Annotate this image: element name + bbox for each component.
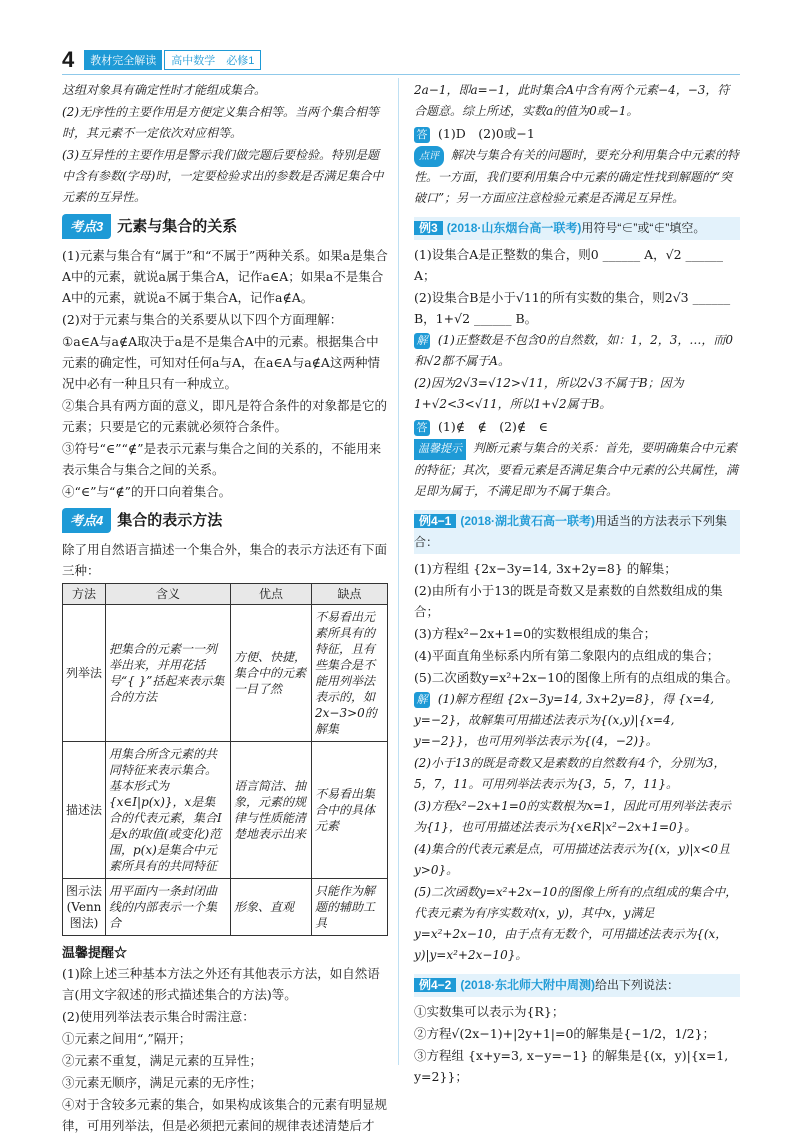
example-4-1-header xyxy=(414,510,740,554)
table-cell: 不易看出元素所具有的特征，且有些集合是不能用列举法表示的，如2x−3>0的解集 xyxy=(312,605,388,742)
continued-solution: 2a−1，即a=−1，此时集合A中含有两个元素−4，−3，符合题意。综上所述，实数a的值为0或−1。 xyxy=(414,83,730,118)
example-4-1-solution-1 xyxy=(414,689,740,752)
kaodian4-title: 集合的表示方法 xyxy=(117,512,223,529)
table-cell: 列举法 xyxy=(63,605,106,742)
table-cell: 把集合的元素一一列举出来，并用花括号“{ }”括起来表示集合的方法 xyxy=(106,605,231,742)
table-cell: 用平面内一条封闭曲线的内部表示一个集合 xyxy=(106,879,231,936)
example-4-2-prompt: 给出下列说法： xyxy=(595,978,680,992)
answer-1 xyxy=(414,123,740,144)
table-cell: 图示法(Venn图法) xyxy=(63,879,106,936)
example-4-1-source: (2018·湖北黄石高一联考) xyxy=(460,514,596,528)
intro-line-2: (2)无序性的主要作用是方便定义集合相等。当两个集合相等时，其元素不一定依次对应相等。 xyxy=(62,105,380,140)
k3-para-5: ③符号“∈”“∉”是表示元素与集合之间的关系的，不能用来表示集合与集合之间的关系。 xyxy=(62,441,382,477)
table-row xyxy=(63,605,388,742)
k3-para-1: (1)元素与集合有“属于”和“不属于”两种关系。如果a是集合A中的元素，就说a属于集合A，记作a∈A；如果a不是集合A中的元素，就说a不属于集合A，记作a∉A。 xyxy=(62,248,388,305)
example-4-2-item-3: ③方程组 {x+y=3, x−y=−1} 的解集是{(x，y)|{x=1, y=2}}； xyxy=(414,1048,729,1084)
table-cell: 描述法 xyxy=(63,742,106,879)
tip-line-5: ③元素无顺序，满足元素的无序性； xyxy=(62,1075,263,1090)
book-series-tag: 教材完全解读 xyxy=(84,50,162,70)
example-3-prompt: 用符号“∈”或“∉”填空。 xyxy=(581,221,706,235)
k3-para-3: ①a∈A与a∉A取决于a是不是集合A中的元素。根据集合中元素的确定性，可知对任何a与A，在a∈A与a∉A这两种情况中必有一种且只有一种成立。 xyxy=(62,334,380,391)
book-title-tag: 高中数学 必修1 xyxy=(164,50,261,70)
example-3-answer xyxy=(414,416,740,437)
section-heading-kaodian4 xyxy=(62,508,388,533)
table-row xyxy=(63,879,388,936)
example-3-header xyxy=(414,217,740,240)
left-column xyxy=(62,80,388,1137)
example-4-1-solution-3: (3)方程x²−2x+1=0的实数根为x=1，因此可用列举法表示为{1}，也可用描述法表示为{x∈R|x²−2x+1=0}。 xyxy=(414,799,731,834)
table-header-cell: 含义 xyxy=(106,584,231,605)
table-header-cell: 优点 xyxy=(231,584,312,605)
example-4-1-q5: (5)二次函数y=x²+2x−10的图像上所有的点组成的集合。 xyxy=(414,670,739,685)
tip-line-3: ①元素之间用“,”隔开； xyxy=(62,1031,192,1046)
tip-line-4: ②元素不重复，满足元素的互异性； xyxy=(62,1053,263,1068)
comment xyxy=(414,145,740,209)
answer-badge: 答 xyxy=(414,420,430,436)
answer-text: (1)D (2)0或−1 xyxy=(437,126,535,141)
tip-text: 判断元素与集合的关系：首先，要明确集合中元素的特征；其次，要看元素是否满足集合中元素的公共属性，满足即为属于，不满足即为不属于集合。 xyxy=(414,441,739,498)
solution-badge: 解 xyxy=(414,692,430,708)
solution-text: (1)解方程组 {2x−3y=14, 3x+2y=8}，得 {x=4, y=−2}，故解集可用描述法表示为{(x,y)|{x=4, y=−2}}，也可用列举法表示为{(4，−2)}。 xyxy=(414,692,715,748)
tip-line-6: ④对于含较多元素的集合，如果构成该集合的元素有明显规律，可用列举法，但是必须把元素间的规律表述清楚后才 xyxy=(62,1097,388,1133)
page-number: 4 xyxy=(62,47,75,72)
example-3-tip xyxy=(414,438,740,502)
kaodian3-badge: 考点3 xyxy=(62,214,111,239)
table-cell: 用集合所含元素的共同特征来表示集合。基本形式为{x∈I|p(x)}，x是集合的代表元素，集合I是x的取值(或变化)范围，p(x)是集合中元素所具有的共同特征 xyxy=(106,742,231,879)
example-4-1-solution-2: (2)小于13的既是奇数又是素数的自然数有4个，分别为3，5，7，11。可用列举法表示为{3，5，7，11}。 xyxy=(414,756,726,791)
k3-para-4: ②集合具有两方面的意义，即凡是符合条件的对象都是它的元素；只要是它的元素就必须符合条件。 xyxy=(62,398,388,434)
column-divider xyxy=(398,78,399,1065)
table-cell: 只能作为解题的辅助工具 xyxy=(312,879,388,936)
header-rule xyxy=(62,74,740,75)
tip-title: 温馨提醒☆ xyxy=(62,945,128,960)
example-4-1-prompt: 用适当的方法表示下列集合： xyxy=(414,514,728,549)
tip-line-2: (2)使用列举法表示集合时需注意： xyxy=(62,1009,255,1024)
example-4-1-q4: (4)平面直角坐标系内所有第二象限内的点组成的集合； xyxy=(414,648,720,663)
example-4-1-q2: (2)由所有小于13的既是奇数又是素数的自然数组成的集合； xyxy=(414,583,723,619)
table-header-row xyxy=(63,584,388,605)
intro-line-1: 这组对象具有确定性时才能组成集合。 xyxy=(62,83,267,97)
table-cell: 语言简洁、抽象，元素的规律与性质能清楚地表示出来 xyxy=(231,742,312,879)
example-3-source: (2018·山东烟台高一联考) xyxy=(446,221,582,235)
tip-badge: 温馨提示 xyxy=(414,439,466,460)
k3-para-6: ④“∈”与“∉”的开口向着集合。 xyxy=(62,484,232,499)
table-cell: 方便、快捷，集合中的元素一目了然 xyxy=(231,605,312,742)
solution-text: (1)正整数是不包含0的自然数，如：1，2，3，…，而0和√2都不属于A。 xyxy=(414,333,734,368)
solution-badge: 解 xyxy=(414,333,430,349)
methods-table xyxy=(62,583,388,936)
page-header xyxy=(62,48,261,72)
kaodian3-title: 元素与集合的关系 xyxy=(117,218,238,235)
example-3-q1: (1)设集合A是正整数的集合，则0 ______ A，√2 ______ A； xyxy=(414,247,724,283)
example-3-badge: 例3 xyxy=(414,221,443,235)
example-4-2-item-1: ①实数集可以表示为{R}； xyxy=(414,1004,565,1019)
answer-badge: 答 xyxy=(414,127,430,143)
example-3-q2: (2)设集合B是小于√11的所有实数的集合，则2√3 ______ B，1+√2 ______ B。 xyxy=(414,290,731,326)
example-4-1-solution-4: (4)集合的代表元素是点，可用描述法表示为{(x，y)|x<0且y>0}。 xyxy=(414,842,731,877)
example-4-2-source: (2018·东北师大附中周测) xyxy=(460,978,596,992)
comment-text: 解决与集合有关的问题时，要充分利用集合中元素的特性。一方面，我们要利用集合中元素的确定性找到解题的“突破口”；另一方面应注意检验元素是否满足互异性。 xyxy=(414,148,739,205)
intro-line-3: (3)互异性的主要作用是警示我们做完题后要检验。特别是题中含有参数(字母)时，一定要检验求出的参数是否满足集合中元素的互异性。 xyxy=(62,148,384,204)
kaodian4-badge: 考点4 xyxy=(62,508,111,533)
example-4-1-badge: 例4−1 xyxy=(414,514,456,528)
table-header-cell: 方法 xyxy=(63,584,106,605)
example-4-1-solution-5: (5)二次函数y=x²+2x−10的图像上所有的点组成的集合中，代表元素为有序实数对(x，y)，其中x，y满足y=x²+2x−10，由于点有无数个，可用描述法表示为{(x，y)|y=x²+2x−10}。 xyxy=(414,885,738,962)
example-3-solution-1 xyxy=(414,330,740,372)
table-header-cell: 缺点 xyxy=(312,584,388,605)
k4-intro: 除了用自然语言描述一个集合外，集合的表示方法还有下面三种： xyxy=(62,542,388,578)
table-cell: 不易看出集合中的具体元素 xyxy=(312,742,388,879)
example-4-2-item-2: ②方程√(2x−1)+|2y+1|=0的解集是{−1/2，1/2}； xyxy=(414,1026,716,1041)
k3-para-2: (2)对于元素与集合的关系要从以下四个方面理解： xyxy=(62,312,343,327)
table-cell: 形象、直观 xyxy=(231,879,312,936)
right-column xyxy=(414,80,740,1088)
table-row xyxy=(63,742,388,879)
tip-line-1: (1)除上述三种基本方法之外还有其他表示方法，如自然语言(用文字叙述的形式描述集合的方法)等。 xyxy=(62,966,380,1002)
example-4-2-header xyxy=(414,974,740,997)
example-4-1-q3: (3)方程x²−2x+1=0的实数根组成的集合； xyxy=(414,626,657,641)
example-4-1-q1: (1)方程组 {2x−3y=14, 3x+2y=8} 的解集； xyxy=(414,561,677,576)
example-4-2-badge: 例4−2 xyxy=(414,978,456,992)
comment-badge: 点评 xyxy=(414,146,444,167)
section-heading-kaodian3 xyxy=(62,214,388,239)
answer-text: (1)∉ ∉ (2)∉ ∈ xyxy=(437,419,548,434)
example-3-solution-2: (2)因为2√3=√12>√11，所以2√3不属于B；因为1+√2<3<√11，所以1+√2属于B。 xyxy=(414,376,684,411)
